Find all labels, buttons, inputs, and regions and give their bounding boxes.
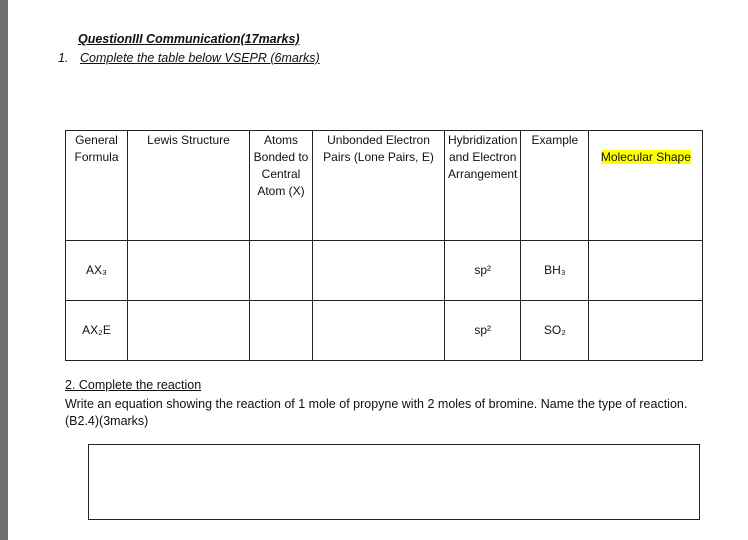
header-hybridization: Hybridization and Electron Arrangement [445, 131, 521, 241]
cell-lewis[interactable] [128, 241, 250, 301]
cell-atoms[interactable] [250, 301, 313, 361]
header-general-formula: General Formula [66, 131, 128, 241]
question-1-number: 1. [58, 51, 69, 65]
cell-formula: AX₂E [66, 301, 128, 361]
cell-hybrid: sp² [445, 301, 521, 361]
cell-lewis[interactable] [128, 301, 250, 361]
question-2-text: Write an equation showing the reaction of 1 mole of propyne with 2 moles of bromine. Name the type of reaction.(B2.4)(3marks) [65, 397, 688, 428]
table-row [66, 301, 703, 361]
vsepr-table [65, 130, 703, 361]
cell-shape[interactable] [589, 301, 703, 361]
header-atoms-bonded: Atoms Bonded to Central Atom (X) [250, 131, 313, 241]
cell-unbonded[interactable] [313, 241, 445, 301]
left-edge-bar [0, 0, 8, 540]
cell-hybrid: sp² [445, 241, 521, 301]
question-1 [58, 51, 320, 65]
header-lewis-structure: Lewis Structure [128, 131, 250, 241]
cell-shape[interactable] [589, 241, 703, 301]
cell-unbonded[interactable] [313, 301, 445, 361]
cell-formula: AX₃ [66, 241, 128, 301]
cell-atoms[interactable] [250, 241, 313, 301]
cell-example: BH₃ [521, 241, 589, 301]
header-molecular-shape: Molecular Shape [589, 131, 703, 241]
question-2-title: 2. Complete the reaction [65, 378, 202, 392]
heading-wrap [78, 30, 300, 48]
table-row [66, 241, 703, 301]
answer-box[interactable] [88, 444, 700, 520]
section-heading: QuestionIII Communication(17marks) [78, 32, 300, 46]
table-header-row [66, 131, 703, 241]
header-unbonded-pairs: Unbonded Electron Pairs (Lone Pairs, E) [313, 131, 445, 241]
document-page [8, 0, 748, 540]
header-example: Example [521, 131, 589, 241]
cell-example: SO₂ [521, 301, 589, 361]
question-1-text: Complete the table below VSEPR (6marks) [80, 51, 320, 65]
